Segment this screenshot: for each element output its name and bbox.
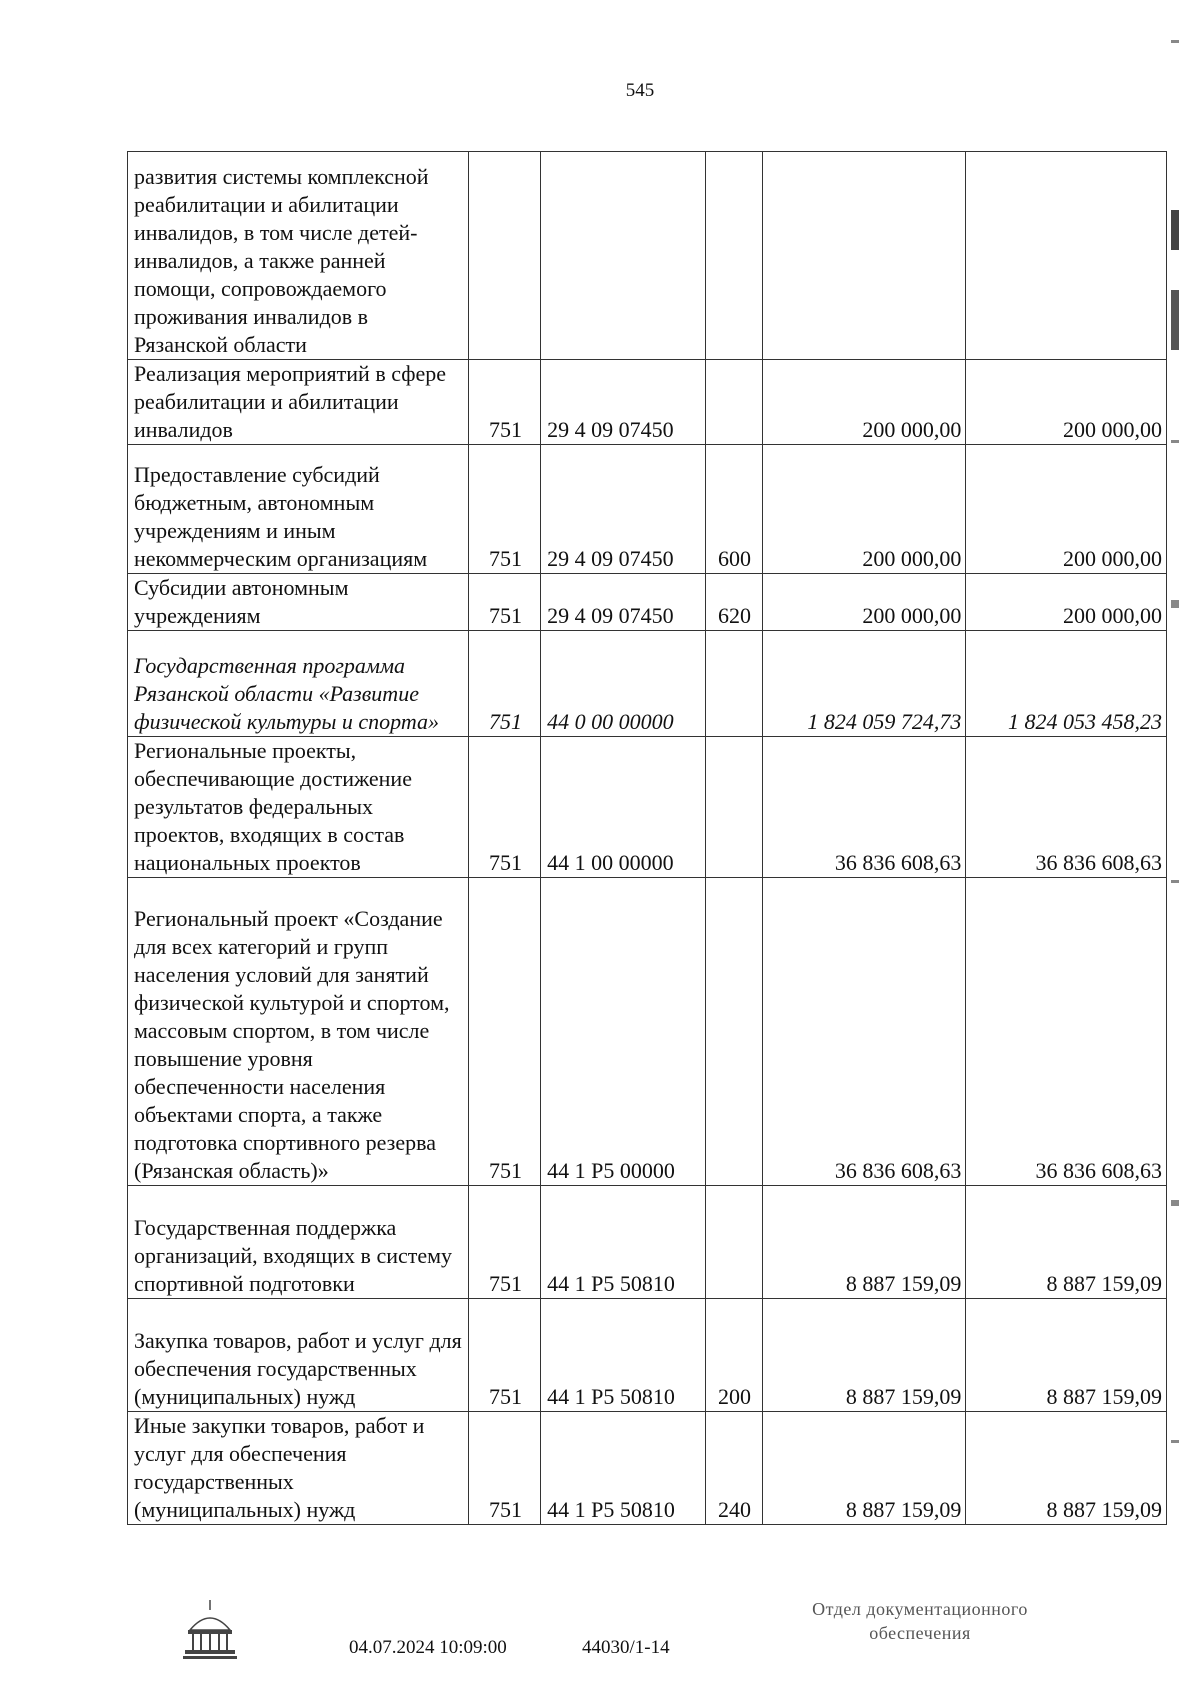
- row-vr: 600: [705, 445, 762, 574]
- row-sum1: 8 887 159,09: [762, 1412, 966, 1525]
- department-stamp: [770, 1597, 1070, 1645]
- row-gr: 751: [468, 574, 540, 631]
- table-row: [128, 360, 1167, 445]
- row-csr: 44 1 P5 50810: [541, 1412, 705, 1525]
- row-csr: 44 1 00 00000: [541, 737, 705, 878]
- row-gr: 751: [468, 1186, 540, 1299]
- row-sum1: [762, 152, 966, 360]
- row-gr: 751: [468, 737, 540, 878]
- row-sum1: 8 887 159,09: [762, 1186, 966, 1299]
- row-vr: [705, 631, 762, 737]
- row-name: Реализация мероприятий в сфере реабилитации и абилитации инвалидов: [128, 360, 469, 445]
- duma-building-icon: [180, 1598, 240, 1664]
- budget-table: [127, 151, 1167, 1525]
- table-row: [128, 1412, 1167, 1525]
- row-vr: [705, 878, 762, 1186]
- row-sum2: [966, 152, 1167, 360]
- row-sum2: 1 824 053 458,23: [966, 631, 1167, 737]
- row-vr: 620: [705, 574, 762, 631]
- row-gr: 751: [468, 360, 540, 445]
- scan-edge-marks: [1168, 20, 1182, 1520]
- document-datetime: 04.07.2024 10:09:00: [349, 1637, 507, 1658]
- row-gr: 751: [468, 631, 540, 737]
- table-row: [128, 445, 1167, 574]
- row-gr: 751: [468, 445, 540, 574]
- row-sum2: 200 000,00: [966, 445, 1167, 574]
- row-vr: [705, 360, 762, 445]
- table-row: [128, 574, 1167, 631]
- row-csr: 29 4 09 07450: [541, 360, 705, 445]
- table-row: [128, 737, 1167, 878]
- row-name: Государственная программа Рязанской области «Развитие физической культуры и спорта»: [128, 631, 469, 737]
- row-vr: [705, 1186, 762, 1299]
- row-csr: [541, 152, 705, 360]
- row-gr: [468, 152, 540, 360]
- row-sum2: 36 836 608,63: [966, 737, 1167, 878]
- row-gr: 751: [468, 1299, 540, 1412]
- table-row: [128, 631, 1167, 737]
- row-sum2: 36 836 608,63: [966, 878, 1167, 1186]
- row-csr: 44 1 P5 00000: [541, 878, 705, 1186]
- row-sum1: 36 836 608,63: [762, 737, 966, 878]
- stamp-line2: обеспечения: [869, 1623, 971, 1643]
- row-sum1: 36 836 608,63: [762, 878, 966, 1186]
- page-number: 545: [625, 80, 655, 101]
- row-csr: 44 0 00 00000: [541, 631, 705, 737]
- row-name: Государственная поддержка организаций, входящих в систему спортивной подготовки: [128, 1186, 469, 1299]
- row-gr: 751: [468, 878, 540, 1186]
- row-sum1: 1 824 059 724,73: [762, 631, 966, 737]
- row-name: Субсидии автономным учреждениям: [128, 574, 469, 631]
- row-name: Региональный проект «Создание для всех категорий и групп населения условий для занятий физической культурой и спортом, массовым спортом, в том числе повышение уровня обеспеченности населения объектами спорта, а также подготовка спортивного резерва (Рязанская область)»: [128, 878, 469, 1186]
- row-csr: 44 1 P5 50810: [541, 1299, 705, 1412]
- row-csr: 29 4 09 07450: [541, 574, 705, 631]
- row-name: Региональные проекты, обеспечивающие достижение результатов федеральных проектов, входящих в состав национальных проектов: [128, 737, 469, 878]
- row-vr: 240: [705, 1412, 762, 1525]
- table-row: [128, 878, 1167, 1186]
- table-row: [128, 1186, 1167, 1299]
- row-name: Иные закупки товаров, работ и услуг для обеспечения государственных (муниципальных) нужд: [128, 1412, 469, 1525]
- row-vr: [705, 737, 762, 878]
- row-sum1: 200 000,00: [762, 574, 966, 631]
- row-csr: 44 1 P5 50810: [541, 1186, 705, 1299]
- table-row: [128, 1299, 1167, 1412]
- row-vr: 200: [705, 1299, 762, 1412]
- row-name: развития системы комплексной реабилитации и абилитации инвалидов, в том числе детей-инвалидов, а также ранней помощи, сопровождаемого проживания инвалидов в Рязанской области: [128, 152, 469, 360]
- row-csr: 29 4 09 07450: [541, 445, 705, 574]
- stamp-line1: Отдел документационного: [812, 1599, 1028, 1619]
- row-sum2: 8 887 159,09: [966, 1186, 1167, 1299]
- row-name: Предоставление субсидий бюджетным, автономным учреждениям и иным некоммерческим организациям: [128, 445, 469, 574]
- row-vr: [705, 152, 762, 360]
- row-name: Закупка товаров, работ и услуг для обеспечения государственных (муниципальных) нужд: [128, 1299, 469, 1412]
- row-sum2: 8 887 159,09: [966, 1412, 1167, 1525]
- row-gr: 751: [468, 1412, 540, 1525]
- row-sum1: 200 000,00: [762, 445, 966, 574]
- row-sum1: 200 000,00: [762, 360, 966, 445]
- row-sum2: 8 887 159,09: [966, 1299, 1167, 1412]
- table-row: [128, 152, 1167, 360]
- registration-number: 44030/1-14: [582, 1637, 670, 1658]
- row-sum2: 200 000,00: [966, 574, 1167, 631]
- row-sum2: 200 000,00: [966, 360, 1167, 445]
- row-sum1: 8 887 159,09: [762, 1299, 966, 1412]
